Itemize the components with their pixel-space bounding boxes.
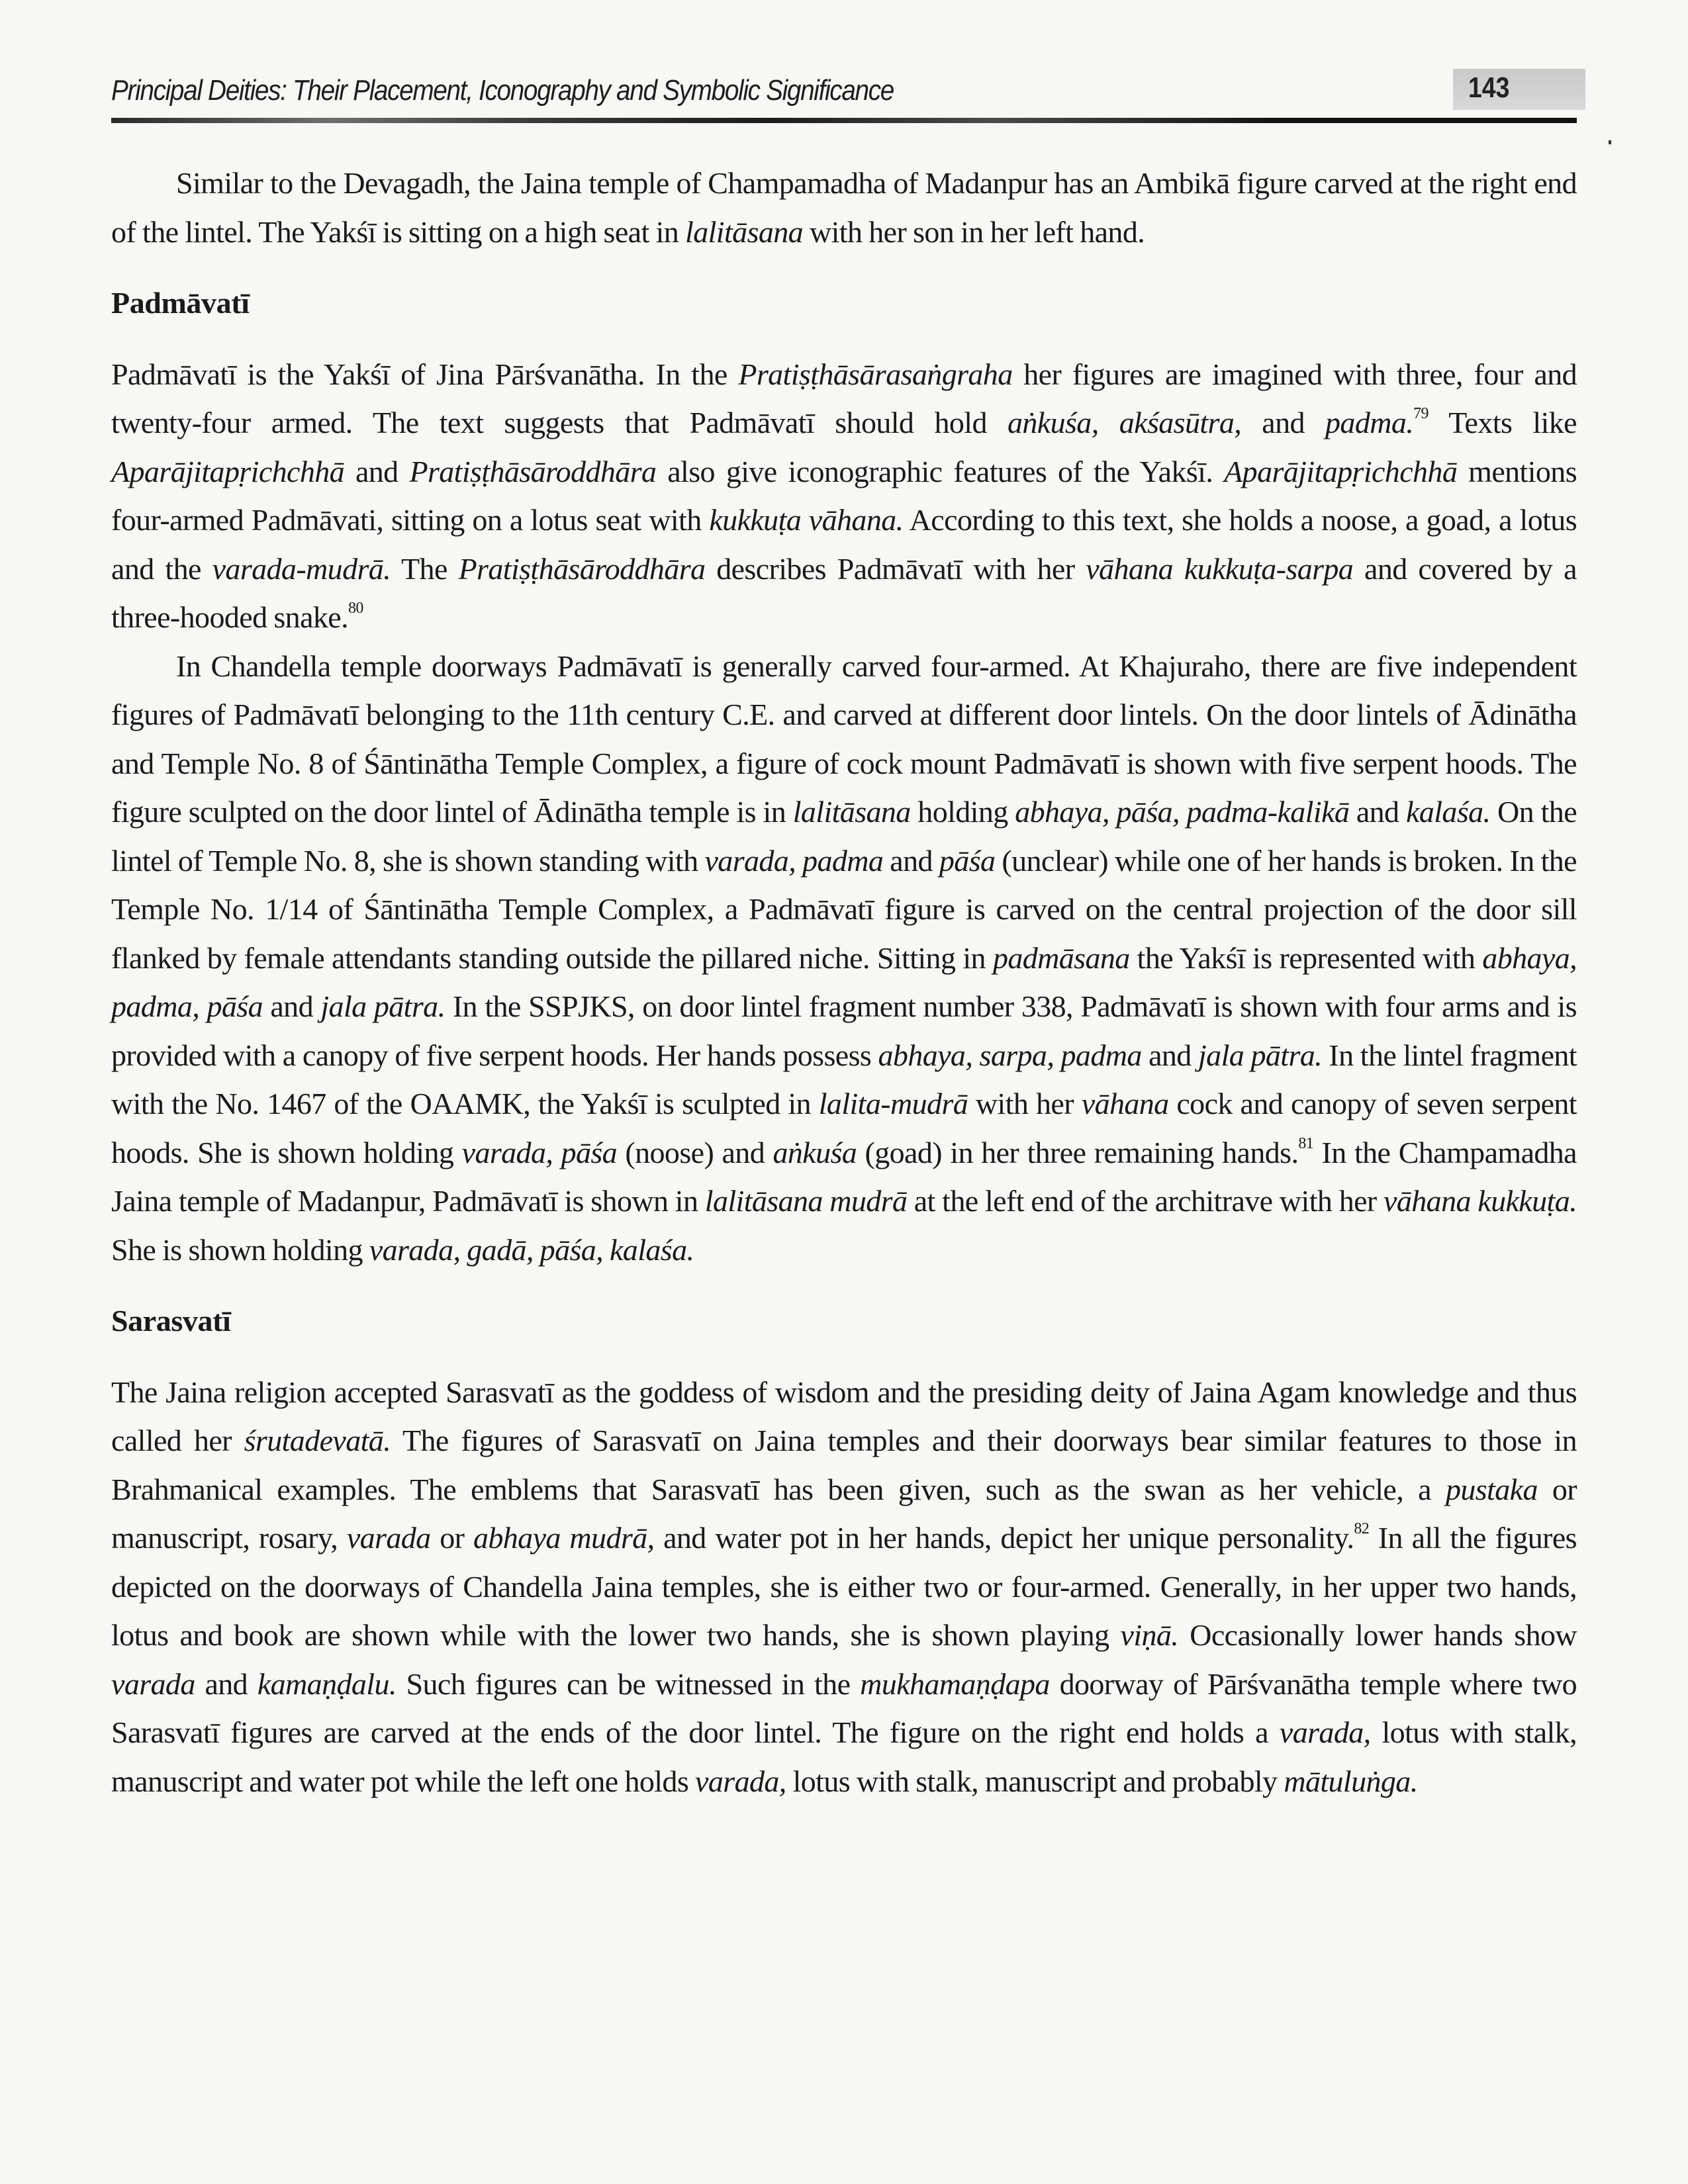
italic-term: Aparājitapṛichchhā xyxy=(111,454,345,488)
text-run: lotus with stalk, manuscript and water pot while the left one holds xyxy=(111,1715,1577,1798)
header-rule xyxy=(111,118,1577,123)
text-run: and xyxy=(195,1666,258,1701)
italic-term: aṅkuśa, akśasūtra, xyxy=(1007,406,1242,439)
italic-term: śrutadevatā. xyxy=(244,1424,391,1457)
footnote-marker: 79 xyxy=(1413,405,1429,422)
italic-term: varada xyxy=(346,1521,431,1555)
italic-term: varada, gadā, pāśa, kalaśa. xyxy=(369,1232,694,1267)
text-run: (unclear) while one of her hands is broken. In the Temple No. 1/14 of Śāntinātha Temple Complex, a Padmāvatī figure is carved on the central projection of the door sill flanked by female attendants standing outside the pillared niche. Sitting in xyxy=(111,843,1577,975)
text-run: with her son in her left hand. xyxy=(803,214,1145,249)
text-run: In the Champamadha Jaina temple of Madanpur, Padmāvatī is shown in xyxy=(111,1135,1577,1218)
italic-term: vāhana kukkuṭa. xyxy=(1383,1184,1577,1218)
text-run: According to this text, she holds a noose, a goad, a lotus and the xyxy=(111,503,1577,586)
section-heading: Padmāvatī xyxy=(111,286,250,320)
text-run: and xyxy=(344,454,410,488)
text-run: lotus with stalk, manuscript and probably xyxy=(786,1764,1284,1798)
italic-term: pāśa xyxy=(939,843,996,878)
italic-term: viṇā. xyxy=(1120,1618,1179,1652)
text-run: the Yakśī is represented with xyxy=(1129,940,1483,975)
running-title: Principal Deities: Their Placement, Iconography and Symbolic Significance xyxy=(111,74,894,107)
italic-term: lalitāsana xyxy=(685,214,804,249)
italic-term: lalitāsana xyxy=(792,795,911,829)
text-run: doorway of Pārśvanātha temple where two Sarasvatī figures are carved at the ends of the door lintel. The figure on the right end holds a xyxy=(111,1666,1577,1749)
text-run: her figures are imagined with three, four and twenty-four armed. The text suggests that Padmāvatī should hold xyxy=(111,357,1577,439)
italic-term: lalita-mudrā xyxy=(818,1087,968,1120)
footnote-marker: 80 xyxy=(348,600,363,617)
text-run: The Jaina religion accepted Sarasvatī as the goddess of wisdom and the presiding deity of Jaina Agam knowledge and thus called her xyxy=(111,1375,1577,1457)
section-heading: Sarasvatī xyxy=(111,1304,231,1338)
body-paragraph xyxy=(111,642,1577,1275)
italic-term: Pratiṣṭhāsārasaṅgraha xyxy=(738,357,1013,391)
text-run: The figures of Sarasvatī on Jaina temples and their doorways bear similar features to those in Brahmanical examples. The emblems that Sarasvatī has been given, such as the swan as her vehicle, a xyxy=(111,1424,1577,1506)
text-run: and xyxy=(263,989,321,1023)
italic-term: Aparājitapṛichchhā xyxy=(1224,454,1458,488)
italic-term: abhaya, pāśa, padma-kalikā xyxy=(1015,795,1350,829)
text-run: holding xyxy=(910,795,1015,829)
body-paragraph xyxy=(111,350,1577,642)
text-run: In the SSPJKS, on door lintel fragment number 338, Padmāvatī is shown with four arms and is provided with a canopy of five serpent hoods. Her hands possess xyxy=(111,989,1577,1072)
text-run: also give iconographic features of the Yakśī. xyxy=(656,454,1225,488)
italic-term: jala pātra. xyxy=(1198,1038,1323,1072)
text-run: In Chandella temple doorways Padmāvatī is generally carved four-armed. At Khajuraho, there are five independent figures of Padmāvatī belonging to the 11th century C.E. and carved at different door lintels. On the door lintels of Ādinātha and Temple No. 8 of Śāntinātha Temple Complex, a figure of cock mount Padmāvatī is shown with five serpent hoods. The figure sculpted on the door lintel of Ādinātha temple is in xyxy=(111,649,1577,829)
italic-term: abhaya mudrā, xyxy=(473,1521,655,1555)
italic-term: Pratiṣṭhāsāroddhāra xyxy=(458,551,706,586)
text-run: Padmāvatī is the Yakśī of Jina Pārśvanātha. In the xyxy=(111,357,739,391)
text-run: Such figures can be witnessed in the xyxy=(396,1666,861,1701)
text-run: (noose) and xyxy=(617,1135,773,1169)
text-run: or manuscript, rosary, xyxy=(111,1472,1577,1555)
page-header xyxy=(111,66,1577,119)
text-run: Occasionally lower hands show xyxy=(1178,1618,1577,1652)
text-run: Texts like xyxy=(1428,406,1577,439)
footnote-marker: 81 xyxy=(1298,1134,1314,1152)
text-run: On the lintel of Temple No. 8, she is shown standing with xyxy=(111,795,1577,878)
italic-term: lalitāsana mudrā xyxy=(704,1184,908,1218)
text-run: cock and canopy of seven serpent hoods. She is shown holding xyxy=(111,1087,1577,1169)
text-run: and xyxy=(1349,795,1407,829)
italic-term: vāhana xyxy=(1081,1087,1169,1120)
footnote-marker: 82 xyxy=(1354,1520,1370,1537)
italic-term: abhaya, sarpa, padma xyxy=(878,1038,1142,1072)
italic-term: vāhana kukkuṭa-sarpa xyxy=(1086,551,1354,586)
text-run: In all the figures depicted on the doorways of Chandella Jaina temples, she is either two or four-armed. Generally, in her upper two hands, lotus and book are shown while with the lower two hands, she is shown playing xyxy=(111,1521,1577,1652)
page-body xyxy=(111,159,1577,1805)
spacer xyxy=(111,1274,1577,1297)
text-run: and xyxy=(1241,406,1326,439)
spacer xyxy=(111,1345,1577,1368)
italic-term: jala pātra. xyxy=(320,989,445,1023)
text-run: and xyxy=(883,843,939,878)
italic-term: abhaya, padma, pāśa xyxy=(111,940,1577,1023)
text-run: The xyxy=(391,551,459,586)
text-run: and water pot in her hands, depict her unique personality. xyxy=(654,1521,1354,1555)
spacer xyxy=(111,256,1577,279)
body-paragraph xyxy=(111,159,1577,256)
text-run: and covered by a three-hooded snake. xyxy=(111,551,1577,634)
italic-term: varada, pāśa xyxy=(461,1135,618,1169)
italic-term: kamaṇḍalu. xyxy=(257,1666,397,1701)
italic-term: varada xyxy=(111,1666,195,1701)
text-run: mentions four-armed Padmāvati, sitting on a lotus seat with xyxy=(111,454,1577,537)
text-run: and xyxy=(1141,1038,1198,1072)
text-run: In the lintel fragment with the No. 1467 of the OAAMK, the Yakśī is sculpted in xyxy=(111,1038,1577,1120)
italic-term: varada, xyxy=(695,1764,786,1798)
italic-term: padma. xyxy=(1325,406,1414,439)
text-run: at the left end of the architrave with her xyxy=(907,1184,1384,1218)
text-run: Similar to the Devagadh, the Jaina temple of Champamadha of Madanpur has an Ambikā figure carved at the right end of the lintel. The Yakśī is sitting on a high seat in xyxy=(111,166,1577,249)
spacer xyxy=(111,328,1577,350)
italic-term: mātuluṅga. xyxy=(1284,1764,1418,1798)
italic-term: varada, padma xyxy=(704,843,884,878)
scan-artifact xyxy=(1609,140,1611,144)
text-run: She is shown holding xyxy=(111,1232,369,1267)
body-paragraph xyxy=(111,1368,1577,1806)
italic-term: Pratiṣṭhāsāroddhāra xyxy=(409,454,657,488)
text-run: (goad) in her three remaining hands. xyxy=(857,1135,1299,1169)
italic-term: kalaśa. xyxy=(1406,795,1491,829)
italic-term: varada, xyxy=(1279,1715,1371,1749)
italic-term: aṅkuśa xyxy=(773,1135,857,1169)
text-run: describes Padmāvatī with her xyxy=(705,551,1086,586)
italic-term: kukkuṭa vāhana. xyxy=(709,503,904,537)
page-number: 143 xyxy=(1468,71,1510,104)
italic-term: pustaka xyxy=(1445,1472,1538,1506)
italic-term: varada-mudrā. xyxy=(212,551,391,586)
text-run: or xyxy=(430,1521,473,1555)
italic-term: padmāsana xyxy=(992,940,1130,975)
italic-term: mukhamaṇḍapa xyxy=(860,1666,1050,1701)
text-run: with her xyxy=(968,1087,1082,1120)
